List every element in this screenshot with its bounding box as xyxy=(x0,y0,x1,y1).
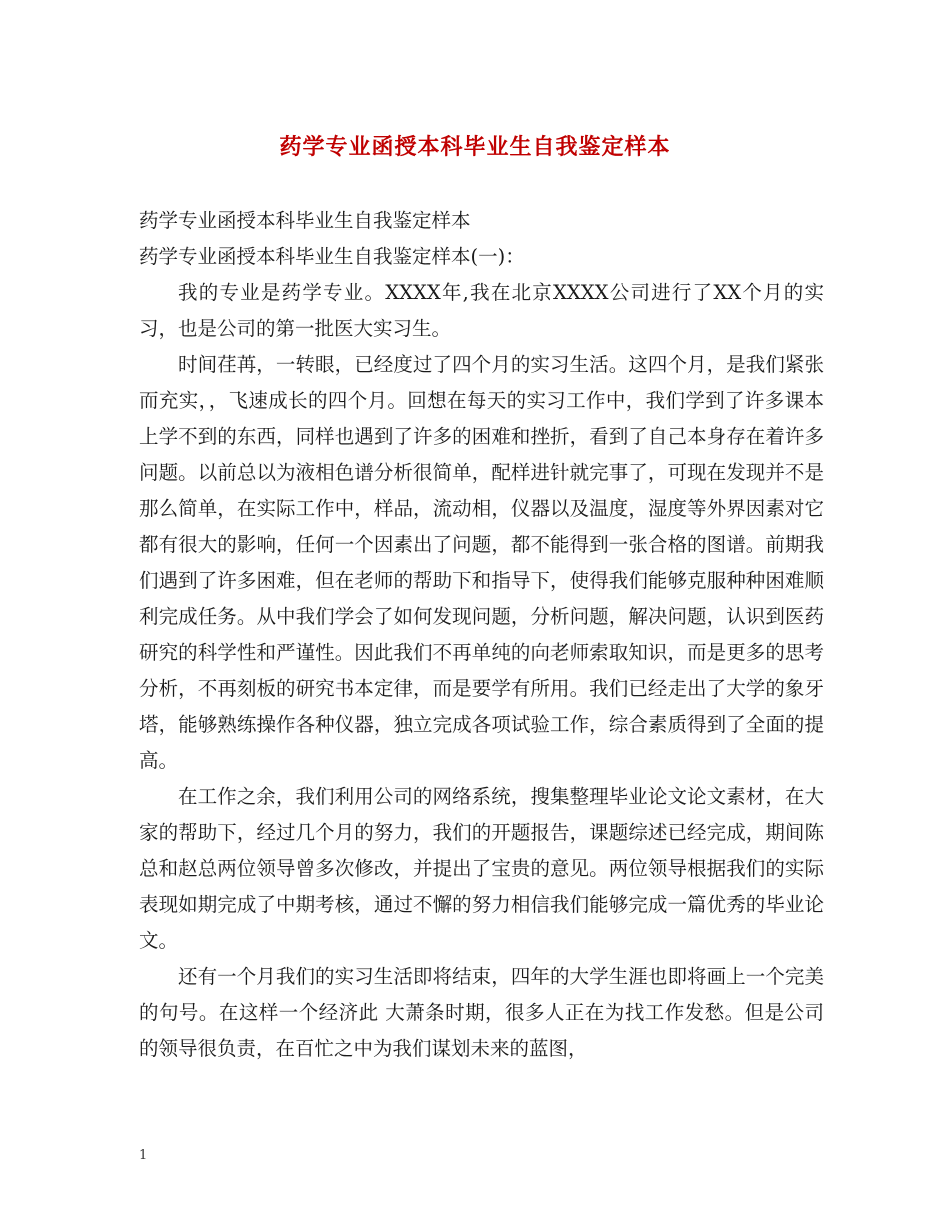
subtitle-line: 药学专业函授本科毕业生自我鉴定样本 xyxy=(139,209,471,232)
section-heading: 药学专业函授本科毕业生自我鉴定样本(一)： xyxy=(139,245,525,268)
paragraph: 时间荏苒，一转眼，已经度过了四个月的实习生活。这四个月，是我们紧张而充实，，飞速成长的四个月。回想在每天的实习工作中，我们学到了许多课本上学不到的东西，同样也遇到了许多的困难和挫折，看到了自己本身存在着许多问题。以前总以为液相色谱分析很简单，配样进针就完事了，可现在发现并不是那么简单，在实际工作中，样品，流动相，仪器以及温度，湿度等外界因素对它都有很大的影响，任何一个因素出了问题，都不能得到一张合格的图谱。前期我们遇到了许多困难，但在老师的帮助下和指导下，使得我们能够克服种种困难顺利完成任务。从中我们学会了如何发现问题，分析问题，解决问题，认识到医药研究的科学性和严谨性。因此我们不再单纯的向老师索取知识，而是更多的思考分析，不再刻板的研究书本定律，而是要学有所用。我们已经走出了大学的象牙塔，能够熟练操作各种仪器，独立完成各项试验工作，综合素质得到了全面的提高。 xyxy=(139,353,824,772)
paragraph: 在工作之余，我们利用公司的网络系统，搜集整理毕业论文论文素材，在大家的帮助下，经过几个月的努力，我们的开题报告，课题综述已经完成，期间陈总和赵总两位领导曾多次修改，并提出了宝贵的意见。两位领导根据我们的实际表现如期完成了中期考核，通过不懈的努力相信我们能够完成一篇优秀的毕业论文。 xyxy=(139,785,824,952)
paragraph: 我的专业是药学专业。XXXX年,我在北京XXXX公司进行了XX个月的实习，也是公司的第一批医大实习生。 xyxy=(139,281,824,340)
page-number: 1 xyxy=(139,1148,148,1163)
document-body xyxy=(139,203,824,1067)
paragraph: 还有一个月我们的实习生活即将结束，四年的大学生涯也即将画上一个完美的句号。在这样一个经济此 大萧条时期，很多人正在为找工作发愁。但是公司的领导很负责，在百忙之中为我们谋划未来的蓝图， xyxy=(139,965,824,1060)
document-title: 药学专业函授本科毕业生自我鉴定样本 xyxy=(279,134,671,160)
